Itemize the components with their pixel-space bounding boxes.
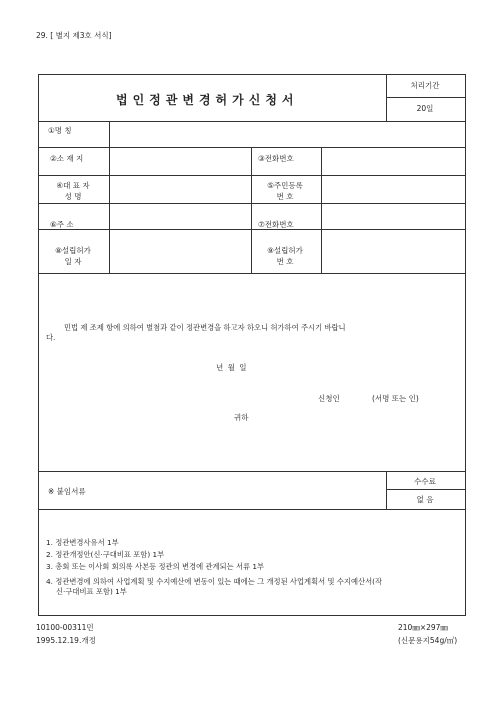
establishment-number-field[interactable]	[322, 229, 464, 271]
establishment-date-field[interactable]	[110, 229, 250, 271]
phone-field-1[interactable]	[322, 147, 464, 173]
attachment-item: 3. 총회 또는 이사회 회의록 사본등 정관의 변경에 관계되는 서류 1부	[46, 562, 265, 571]
fee-label: 수수료	[414, 477, 436, 486]
attachments-label: ※ 붙임서류	[48, 487, 86, 496]
establishment-date-label-line2: 일 자	[64, 256, 82, 266]
signature-label: (서명 또는 인)	[372, 394, 419, 403]
establishment-date-label-line1: ⑧설립허가	[55, 246, 91, 255]
representative-label-line1: ④대 표 자	[56, 181, 90, 190]
establishment-number-label	[252, 246, 318, 268]
form-number: 29. [ 별지 제3호 서식]	[36, 31, 112, 40]
applicant-field[interactable]	[344, 389, 374, 405]
paper-size: 210㎜×297㎜	[398, 623, 448, 632]
attachment-item: 신·구대비표 포함) 1부	[56, 587, 127, 596]
statement-line-1: 민법 제 조제 항에 의하여 별첨과 같이 정관변경을 하고자 하오니 허가하여 주시기 바랍니	[64, 323, 346, 332]
name-label: ①명 칭	[48, 126, 72, 135]
establishment-number-label-line2: 번 호	[276, 256, 294, 266]
date-field[interactable]	[208, 358, 288, 374]
processing-period-value: 20일	[416, 104, 434, 113]
resident-number-label	[252, 181, 318, 203]
establishment-date-label	[40, 246, 106, 268]
paper-type: (신문용지54g/㎡)	[398, 636, 458, 645]
date-line: 년 월 일	[216, 363, 248, 372]
representative-label	[40, 181, 106, 203]
name-field[interactable]	[110, 121, 464, 147]
home-address-label: ⑥주 소	[50, 220, 74, 229]
phone-label-2: ⑦전화번호	[258, 220, 294, 229]
phone-field-2[interactable]	[322, 203, 464, 227]
resident-number-label-line2: 번 호	[276, 191, 294, 201]
fee-value: 없 음	[416, 495, 434, 504]
phone-label-1: ③전화번호	[258, 154, 294, 163]
address-field[interactable]	[110, 147, 250, 173]
resident-number-field[interactable]	[322, 175, 464, 201]
attachment-item: 2. 정관개정안(신·구대비표 포함) 1부	[46, 550, 165, 559]
attachment-item: 1. 정관변경사유서 1부	[46, 538, 119, 547]
establishment-number-label-line1: ⑨설립허가	[267, 246, 303, 255]
addressee-label: 귀하	[234, 413, 249, 422]
processing-period-label: 처리기간	[410, 81, 440, 90]
representative-label-line2: 성 명	[64, 191, 82, 201]
applicant-label: 신청인	[318, 394, 340, 403]
form-title: 법인정관변경허가신청서	[116, 93, 299, 107]
attachment-item: 4. 정관변경에 의하여 사업계획 및 수지예산에 변동이 있는 때에는 그 개정된 사업계획서 및 수지예산서(작	[46, 577, 383, 586]
representative-field[interactable]	[110, 175, 250, 201]
revision-date: 1995.12.19.개정	[36, 636, 96, 645]
resident-number-label-line1: ⑤주민등록	[267, 181, 303, 190]
address-label: ②소 재 지	[50, 154, 84, 163]
form-code: 10100-00311민	[36, 623, 94, 632]
statement-line-2: 다.	[46, 333, 56, 342]
home-address-field[interactable]	[110, 203, 250, 227]
